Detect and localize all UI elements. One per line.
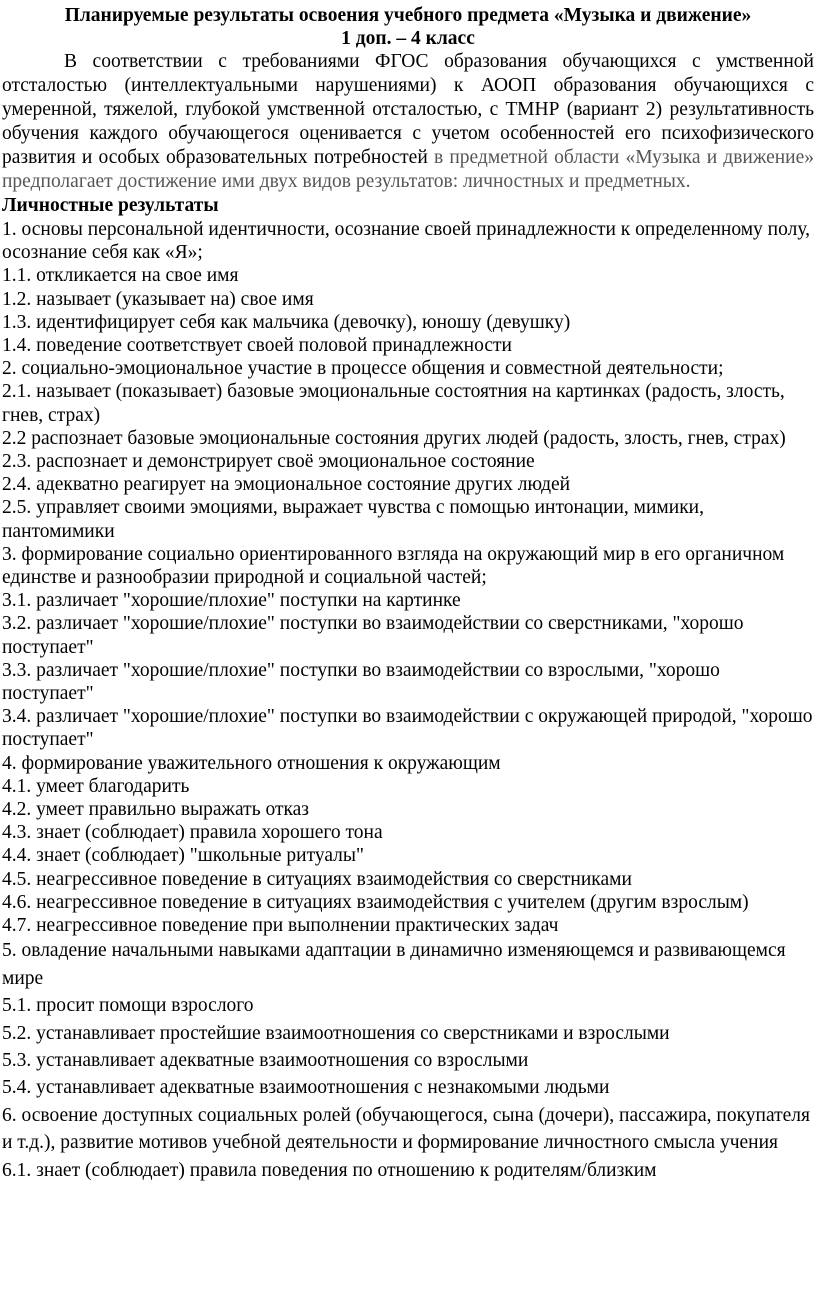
list-item: 4.3. знает (соблюдает) правила хорошего тона <box>2 822 383 844</box>
list-item: 6.1. знает (соблюдает) правила поведения по отношению к родителям/близким <box>2 1159 657 1181</box>
intro-main-text: В соответствии с требованиями ФГОС образования обучающихся с умственной отсталостью (интеллектуальными нарушениями) к АООП образования обучающихся с умеренной, тяжелой, глубокой умственной отсталостью, с ТМНР (вариант 2) результативность обучения каждого обучающегося оценивается с учетом особенностей его психофизического развития и особых образовательных потребностей <box>2 51 814 168</box>
list-item: 2.4. адекватно реагирует на эмоциональное состояние других людей <box>2 474 571 496</box>
list-item: 1.1. откликается на свое имя <box>2 265 239 287</box>
list-item: 3.4. различает "хорошие/плохие" поступки во взаимодействии с окружающей природой, "хорошо поступает" <box>2 706 813 751</box>
list-item: 1.3. идентифицирует себя как мальчика (девочку), юношу (девушку) <box>2 311 571 333</box>
list-item: 5.1. просит помощи взрослого <box>2 995 254 1017</box>
list-item: 1.2. называет (указывает на) свое имя <box>2 288 314 310</box>
list-item: 5.4. устанавливает адекватные взаимоотношения с незнакомыми людьми <box>2 1077 610 1099</box>
list-item: 4.7. неагрессивное поведение при выполнении практических задач <box>2 915 559 937</box>
list-item: 3. формирование социально ориентированного взгляда на окружающий мир в его органичном единстве и разнообразии природной и социальной частей; <box>2 543 785 589</box>
list-item: 5.2. устанавливает простейшие взаимоотношения со сверстниками и взрослыми <box>2 1022 670 1044</box>
list-item: 5. овладение начальными навыками адаптации в динамично изменяющемся и развивающемся мире <box>2 940 786 989</box>
list-item: 2.1. называет (показывает) базовые эмоциональные состоятния на картинках (радость, злость, гнев, страх) <box>2 381 785 426</box>
list-item: 4.1. умеет благодарить <box>2 775 190 797</box>
list-item: 4.5. неагрессивное поведение в ситуациях взаимодействия со сверстниками <box>2 868 632 890</box>
list-item: 2.5. управляет своими эмоциями, выражает чувства с помощью интонации, мимики, пантомимики <box>2 497 704 542</box>
list-item: 2. социально-эмоциональное участие в процессе общения и совместной деятельности; <box>2 358 724 380</box>
list-item: 4.2. умеет правильно выражать отказ <box>2 799 310 821</box>
intro-paragraph <box>2 50 814 194</box>
title-line-2: 1 доп. – 4 класс <box>341 28 475 49</box>
intro-grey-text: в предметной области «Музыка и движение» предполагает достижение ими двух видов результатов: личностных и предметных. <box>2 147 815 192</box>
list-item: 3.1. различает "хорошие/плохие" поступки на картинке <box>2 590 461 612</box>
results-list-b <box>2 937 814 1184</box>
title-line-1: Планируемые результаты освоения учебного предмета «Музыка и движение» <box>64 5 752 26</box>
list-item: 6. освоение доступных социальных ролей (обучающегося, сына (дочери), пассажира, покупателя и т.д.), развитие мотивов учебной деятельности и формирование личностного смысла учения <box>2 1104 810 1154</box>
document-title <box>2 4 814 50</box>
list-item: 3.2. различает "хорошие/плохие" поступки во взаимодействии со сверстниками, "хорошо поступает" <box>2 613 744 658</box>
list-item: 4.6. неагрессивное поведение в ситуациях взаимодействия с учителем (другим взрослым) <box>2 891 749 913</box>
list-item: 4.4. знает (соблюдает) "школьные ритуалы" <box>2 845 364 867</box>
list-item: 2.3. распознает и демонстрирует своё эмоциональное состояние <box>2 451 535 473</box>
list-item: 4. формирование уважительного отношения к окружающим <box>2 752 501 774</box>
list-item: 5.3. устанавливает адекватные взаимоотношения со взрослыми <box>2 1049 529 1071</box>
results-list-a <box>2 218 814 937</box>
list-item: 1.4. поведение соответствует своей половой принадлежности <box>2 335 512 357</box>
list-item: 2.2 распознает базовые эмоциональные состояния других людей (радость, злость, гнев, страх) <box>2 427 786 449</box>
section-heading: Личностные результаты <box>2 195 219 216</box>
list-item: 3.3. различает "хорошие/плохие" поступки во взаимодействии со взрослыми, "хорошо поступает" <box>2 659 720 705</box>
list-item: 1. основы персональной идентичности, осознание своей принадлежности к определенному полу, осознание себя как «Я»; <box>2 219 810 264</box>
